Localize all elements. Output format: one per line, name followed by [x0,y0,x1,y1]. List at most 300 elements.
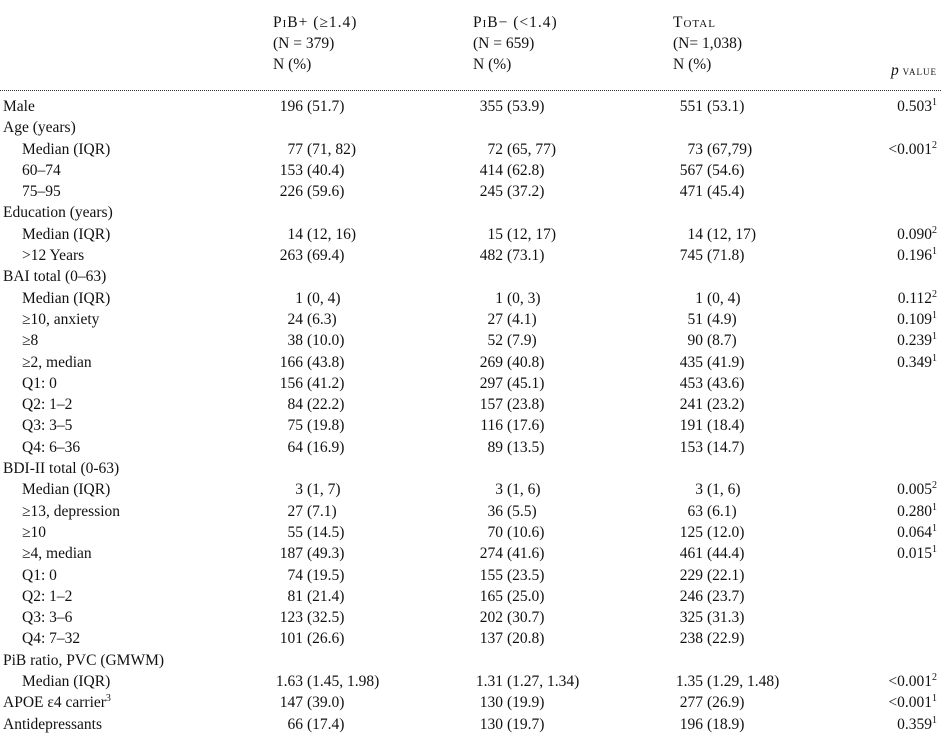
p-value-text: 0.196 [897,247,932,265]
header-p-value [891,60,937,81]
pib-positive-percent: (12, 16) [307,225,357,243]
pib-negative-count: 355 [479,98,503,115]
row-label-text: 75–95 [22,183,61,201]
pib-positive-percent: (39.0) [307,694,345,712]
row-label-text: BAI total (0–63) [3,268,107,286]
pib-negative-count: 130 [479,715,503,733]
pib-positive-percent: (41.2) [307,374,345,392]
row-label [22,288,110,309]
pib-positive-count: 3 [295,481,303,499]
pib-negative-count: 116 [480,417,503,435]
pib-positive-count: 27 [287,502,303,520]
pib-negative-percent: (0, 3) [507,289,541,307]
p-value-footnote: 2 [932,224,937,236]
pib-negative-count: 137 [479,630,503,648]
p-value-text: 0.064 [897,523,932,541]
total-percent: (4.9) [707,310,737,328]
pib-positive-percent: (6.3) [307,310,337,328]
row-label-text: Education (years) [3,204,113,222]
pib-positive-percent: (51.7) [307,98,345,115]
table-row [0,543,941,564]
pib-positive-count: 55 [287,523,303,541]
pib-positive-count: 166 [279,353,303,371]
row-label-text: 60–74 [22,161,61,179]
pib-positive-count: 187 [279,545,303,563]
row-label [22,160,61,181]
table-row [0,671,941,692]
pib-negative-percent: (37.2) [507,183,545,201]
table-row [0,479,941,500]
row-label-text: Antidepressants [3,715,103,733]
total-count: 125 [679,523,703,541]
pib-positive-percent: (49.3) [307,545,345,563]
p-value-footnote: 2 [932,288,937,300]
p-value [897,224,937,245]
p-value-footnote: 2 [932,139,937,151]
pib-positive-percent: (26.6) [307,630,345,648]
table-row [0,373,941,394]
row-label-text: Age (years) [3,119,76,137]
table-row [0,692,941,713]
pib-positive-count: 14 [287,225,303,243]
total-count: 1.35 [675,673,703,691]
pib-negative-percent: (12, 17) [507,225,557,243]
pib-positive-percent: (21.4) [307,587,345,605]
p-value-footnote: 1 [932,522,937,534]
pib-negative-count: 269 [479,353,503,371]
p-value [897,309,937,330]
row-label-text: Q2: 1–2 [22,396,73,414]
pib-negative-count: 1.31 [475,673,503,691]
row-label-text: Median (IQR) [22,289,111,307]
pib-negative-count: 130 [479,694,503,712]
total-count: 73 [687,140,703,158]
total-count: 191 [679,417,703,435]
row-label [22,628,80,649]
p-value-text: <0.001 [888,140,932,158]
p-value-footnote: 1 [932,309,937,321]
table-row [0,394,941,415]
total-count: 325 [679,609,703,627]
p-value-text: 0.109 [897,310,932,328]
table-row [0,96,941,117]
pib-positive-count: 263 [279,247,303,265]
total-percent: (26.9) [707,694,745,712]
table-row [0,288,941,309]
pib-positive-count: 226 [279,183,303,201]
p-value [897,479,937,500]
header-pib-positive [273,12,357,75]
total-percent: (18.4) [707,417,745,435]
row-label-text: ≥10, anxiety [22,310,100,328]
total-count: 3 [695,481,703,499]
p-value [888,671,937,692]
table-row [0,607,941,628]
pib-positive-count: 156 [279,374,303,392]
total-count: 453 [679,374,703,392]
pib-negative-percent: (73.1) [507,247,545,265]
total-percent: (45.4) [707,183,745,201]
row-label-text: BDI-II total (0-63) [3,460,120,478]
header-divider [0,90,941,91]
total-count: 1 [695,289,703,307]
header-p-label: value [902,63,937,78]
p-value-footnote: 1 [932,331,937,343]
table-row [0,181,941,202]
p-value [897,501,937,522]
pib-negative-percent: (23.8) [507,396,545,414]
row-label-text: Q1: 0 [22,374,57,392]
row-label-text: ≥2, median [22,353,92,371]
pib-negative-count: 202 [479,609,503,627]
header-total-unit: N (%) [673,56,712,73]
row-label [22,394,72,415]
pib-positive-percent: (14.5) [307,523,345,541]
pib-positive-count: 77 [287,140,303,158]
table-row [0,117,941,138]
header-total-title: Total [673,14,716,31]
pib-positive-count: 81 [287,587,303,605]
row-label [3,458,119,479]
pib-positive-count: 74 [287,566,303,584]
total-percent: (43.6) [707,374,745,392]
row-label-text: Median (IQR) [22,481,111,499]
table-row [0,202,941,223]
total-count: 745 [679,247,703,265]
pib-positive-count: 1.63 [275,673,303,691]
pib-negative-percent: (7.9) [507,332,537,350]
row-label [22,501,120,522]
pib-positive-percent: (17.4) [307,715,345,733]
table-row [0,266,941,287]
pib-positive-percent: (0, 4) [307,289,341,307]
pib-positive-percent: (22.2) [307,396,345,414]
p-value-text: 0.005 [897,481,932,499]
row-label [22,671,110,692]
table-row [0,309,941,330]
total-count: 63 [687,502,703,520]
total-count: 229 [679,566,703,584]
table-row [0,437,941,458]
p-value-text: 0.239 [897,332,932,350]
total-percent: (12.0) [707,523,745,541]
total-percent: (71.8) [707,247,745,265]
total-percent: (44.4) [707,545,745,563]
header-pib-positive-title: PiB+ (≥1.4) [273,14,358,31]
p-value-text: 0.090 [897,225,932,243]
total-count: 277 [679,694,703,712]
total-count: 567 [679,161,703,179]
pib-negative-count: 36 [487,502,503,520]
total-count: 51 [687,310,703,328]
table-row [0,415,941,436]
pib-negative-percent: (13.5) [507,438,545,456]
pib-positive-percent: (69.4) [307,247,345,265]
table-row [0,245,941,266]
pib-negative-percent: (1.27, 1.34) [507,673,580,691]
total-percent: (0, 4) [707,289,741,307]
pib-negative-count: 165 [479,587,503,605]
row-label-text: ≥13, depression [22,502,121,520]
pib-positive-count: 38 [287,332,303,350]
pib-positive-count: 123 [279,609,303,627]
row-label [3,650,164,671]
row-label [22,224,110,245]
row-label-text: Q4: 6–36 [22,438,81,456]
row-label-text: ≥8 [22,332,39,350]
total-percent: (8.7) [707,332,737,350]
pib-positive-count: 196 [279,98,303,115]
total-count: 246 [679,587,703,605]
pib-negative-percent: (53.9) [507,98,545,115]
total-count: 435 [679,353,703,371]
pib-positive-percent: (19.5) [307,566,345,584]
total-percent: (23.7) [707,587,745,605]
p-value [897,543,937,564]
total-percent: (1.29, 1.48) [707,673,780,691]
header-pib-negative-n: (N = 659) [473,35,535,52]
table-row [0,522,941,543]
header-pib-negative [473,12,558,75]
p-value-footnote: 1 [932,693,937,705]
table-row [0,628,941,649]
row-label-text: Median (IQR) [22,673,111,691]
row-label-footnote: 3 [105,693,111,705]
row-label [22,522,46,543]
row-label-text: Q2: 1–2 [22,587,73,605]
pib-negative-count: 15 [487,225,503,243]
pib-negative-count: 89 [487,438,503,456]
pib-positive-count: 1 [295,289,303,307]
total-count: 238 [679,630,703,648]
pib-positive-percent: (10.0) [307,332,345,350]
pib-negative-count: 72 [487,140,503,158]
row-label-text: Median (IQR) [22,140,111,158]
header-pib-negative-title: PiB− (<1.4) [473,14,558,31]
p-value-footnote: 1 [932,714,937,726]
header-pib-positive-n: (N = 379) [273,35,335,52]
p-value [888,139,937,160]
header-p-italic: p [891,62,899,79]
p-value [897,245,937,266]
total-count: 153 [679,438,703,456]
table-row [0,565,941,586]
pib-positive-percent: (19.8) [307,417,345,435]
total-count: 90 [687,332,703,350]
row-label-text: Q3: 3–5 [22,417,73,435]
p-value-text: 0.503 [897,98,932,115]
p-value-text: 0.349 [897,353,932,371]
row-label-text: ≥10 [22,523,47,541]
row-label [3,692,111,713]
p-value [897,330,937,351]
pib-positive-count: 75 [287,417,303,435]
pib-negative-count: 70 [487,523,503,541]
pib-negative-percent: (45.1) [507,374,545,392]
total-count: 196 [679,715,703,733]
row-label [22,543,92,564]
total-percent: (1, 6) [707,481,741,499]
pib-negative-percent: (10.6) [507,523,545,541]
p-value [888,692,937,713]
p-value-footnote: 2 [932,480,937,492]
total-percent: (18.9) [707,715,745,733]
table-row [0,714,941,735]
total-percent: (22.1) [707,566,745,584]
pib-negative-percent: (20.8) [507,630,545,648]
p-value [897,96,937,117]
table-row [0,458,941,479]
pib-positive-count: 64 [287,438,303,456]
row-label [3,202,113,223]
row-label [22,352,92,373]
header-total [673,12,742,75]
p-value-footnote: 1 [932,245,937,257]
row-label [3,117,76,138]
row-label-text: APOE ε4 carrier [3,694,106,712]
total-percent: (23.2) [707,396,745,414]
table-row [0,352,941,373]
pib-negative-count: 297 [479,374,503,392]
total-percent: (12, 17) [707,225,757,243]
pib-positive-count: 24 [287,310,303,328]
pib-negative-percent: (5.5) [507,502,537,520]
total-count: 471 [679,183,703,201]
pib-negative-percent: (17.6) [507,417,545,435]
pib-negative-percent: (1, 6) [507,481,541,499]
pib-positive-percent: (71, 82) [307,140,357,158]
p-value-text: <0.001 [888,673,932,691]
pib-negative-percent: (62.8) [507,161,545,179]
p-value-footnote: 1 [932,352,937,364]
p-value-text: 0.359 [897,715,932,733]
pib-negative-count: 274 [479,545,503,563]
total-count: 551 [679,98,703,115]
p-value-footnote: 1 [932,544,937,556]
table-row [0,160,941,181]
row-label [22,479,110,500]
pib-positive-percent: (43.8) [307,353,345,371]
p-value [897,714,937,735]
row-label [22,437,80,458]
row-label [22,373,57,394]
header-pib-negative-unit: N (%) [473,56,512,73]
pib-positive-percent: (7.1) [307,502,337,520]
row-label [22,245,84,266]
row-label [22,309,99,330]
pib-positive-count: 84 [287,396,303,414]
pib-positive-count: 153 [279,161,303,179]
total-percent: (22.9) [707,630,745,648]
table-body [0,96,941,735]
p-value-footnote: 1 [932,96,937,108]
p-value-footnote: 2 [932,671,937,683]
row-label [22,565,57,586]
row-label [22,330,38,351]
row-label-text: Q1: 0 [22,566,57,584]
row-label-text: Q3: 3–6 [22,609,73,627]
total-count: 241 [679,396,703,414]
header-pib-positive-unit: N (%) [273,56,312,73]
pib-negative-count: 52 [487,332,503,350]
pib-positive-percent: (1.45, 1.98) [307,673,380,691]
p-value-text: 0.015 [897,545,932,563]
row-label [22,415,72,436]
table-row [0,586,941,607]
pib-positive-count: 101 [279,630,303,648]
pib-negative-count: 157 [479,396,503,414]
row-label [3,96,35,117]
total-percent: (41.9) [707,353,745,371]
row-label [22,607,72,628]
pib-negative-percent: (19.9) [507,694,545,712]
total-percent: (14.7) [707,438,745,456]
pib-negative-count: 3 [495,481,503,499]
total-percent: (6.1) [707,502,737,520]
total-percent: (31.3) [707,609,745,627]
pib-negative-percent: (41.6) [507,545,545,563]
pib-negative-count: 155 [479,566,503,584]
row-label-text: ≥4, median [22,545,92,563]
row-label [3,266,106,287]
pib-negative-percent: (30.7) [507,609,545,627]
p-value-text: 0.112 [897,289,932,307]
row-label-text: Median (IQR) [22,225,111,243]
table-row [0,139,941,160]
pib-negative-count: 1 [495,289,503,307]
p-value-text: 0.280 [897,502,932,520]
pib-negative-percent: (25.0) [507,587,545,605]
pib-negative-percent: (65, 77) [507,140,557,158]
pib-positive-percent: (32.5) [307,609,345,627]
pib-negative-percent: (4.1) [507,310,537,328]
p-value [897,522,937,543]
pib-negative-percent: (19.7) [507,715,545,733]
total-percent: (53.1) [707,98,745,115]
total-count: 14 [687,225,703,243]
header-total-n: (N= 1,038) [673,35,743,52]
row-label [22,139,110,160]
row-label-text: Q4: 7–32 [22,630,81,648]
p-value-text: <0.001 [888,694,932,712]
p-value [897,352,937,373]
table-row [0,330,941,351]
row-label [3,714,102,735]
pib-negative-percent: (23.5) [507,566,545,584]
table-row [0,224,941,245]
table-header [0,12,941,86]
total-percent: (54.6) [707,161,745,179]
row-label [22,181,61,202]
row-label [22,586,72,607]
table-row [0,650,941,671]
pib-positive-percent: (59.6) [307,183,345,201]
pib-negative-percent: (40.8) [507,353,545,371]
pib-positive-percent: (16.9) [307,438,345,456]
p-value-footnote: 1 [932,501,937,513]
total-percent: (67,79) [707,140,753,158]
pib-positive-count: 147 [279,694,303,712]
row-label-text: Male [3,98,35,115]
pib-negative-count: 414 [479,161,503,179]
row-label-text: PiB ratio, PVC (GMWM) [3,651,165,669]
pib-negative-count: 27 [487,310,503,328]
pib-positive-count: 66 [287,715,303,733]
total-count: 461 [679,545,703,563]
pib-negative-count: 482 [479,247,503,265]
pib-positive-percent: (40.4) [307,161,345,179]
table-row [0,501,941,522]
